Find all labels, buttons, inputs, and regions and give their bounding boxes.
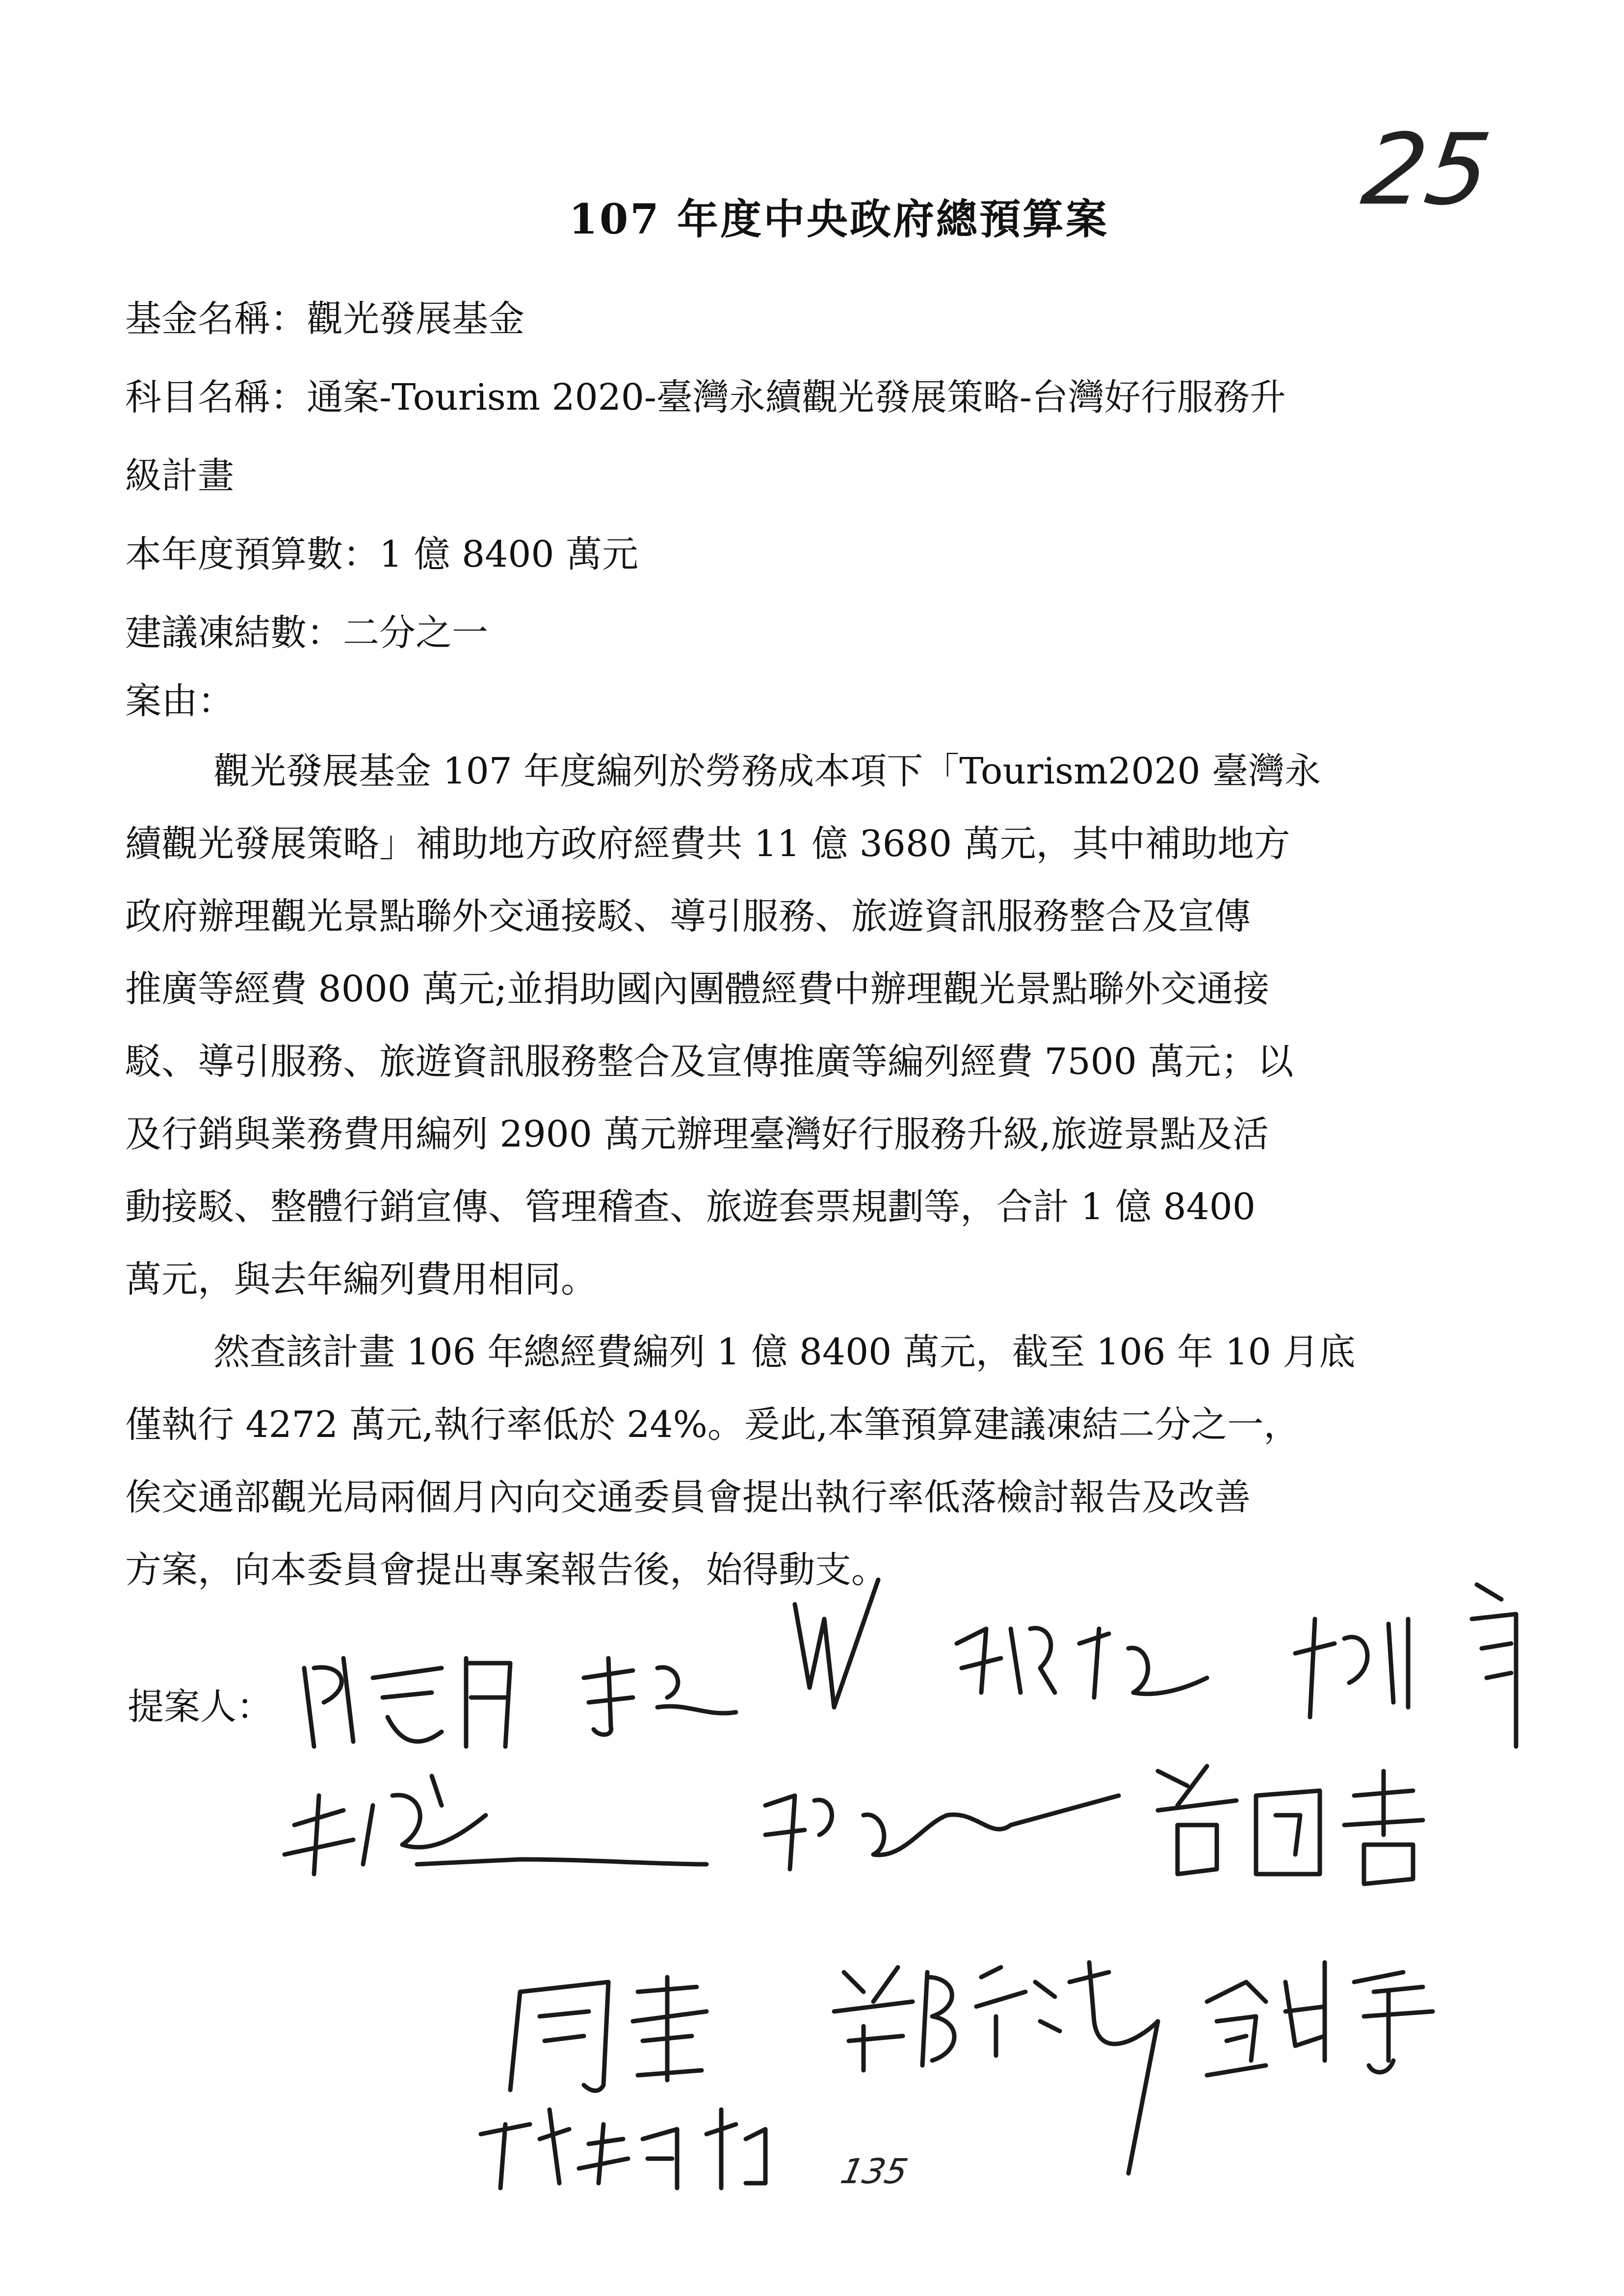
paragraph2-line: 然查該計畫 106 年總經費編列 1 億 8400 萬元，截至 106 年 10 月底 — [213, 1331, 1356, 1373]
paragraph1-line: 及行銷與業務費用編列 2900 萬元辦理臺灣好行服務升級,旅遊景點及活 — [125, 1113, 1269, 1155]
subject-name-line1: 科目名稱：通案-Tourism 2020-臺灣永續觀光發展策略-台灣好行服務升 — [125, 376, 1286, 418]
paragraph1-line: 萬元，與去年編列費用相同。 — [125, 1258, 597, 1301]
subject-name-line2: 級計畫 — [125, 455, 234, 497]
budget-amount: 本年度預算數：1 億 8400 萬元 — [125, 533, 638, 575]
signature-5 — [1295, 1585, 1516, 1747]
paragraph2-line: 方案，向本委員會提出專案報告後，始得動支。 — [125, 1549, 888, 1591]
proposer-label: 提案人： — [128, 1686, 273, 1728]
signature-9 — [510, 1977, 707, 2091]
paragraph2-line: 僅執行 4272 萬元,執行率低於 24%。爰此,本筆預算建議凍結二分之一， — [125, 1404, 1300, 1446]
paragraph2-line: 俟交通部觀光局兩個月內向交通委員會提出執行率低落檢討報告及改善 — [125, 1476, 1251, 1518]
signature-4 — [957, 1628, 1207, 1697]
paragraph1-line: 動接駁、整體行銷宣傳、管理稽查、旅遊套票規劃等，合計 1 億 8400 — [125, 1186, 1256, 1228]
signature-11 — [1207, 1962, 1433, 2075]
fund-name: 基金名稱：觀光發展基金 — [125, 298, 524, 340]
document-title: 107 年度中央政府總預算案 — [569, 195, 1109, 243]
signature-8 — [1158, 1766, 1423, 1884]
paragraph1-line: 駁、導引服務、旅遊資訊服務整合及宣傳推廣等編列經費 7500 萬元；以 — [125, 1041, 1294, 1083]
signature-3 — [795, 1580, 878, 1707]
paragraph1-line: 續觀光發展策略」補助地方政府經費共 11 億 3680 萬元，其中補助地方 — [125, 823, 1290, 865]
signature-10 — [834, 1962, 1158, 2173]
signature-7 — [765, 1796, 1119, 1869]
signature-2 — [584, 1658, 736, 1735]
paragraph1-line: 政府辦理觀光景點聯外交通接駁、導引服務、旅遊資訊服務整合及宣傳 — [125, 895, 1251, 938]
signature-6 — [285, 1776, 707, 1874]
paragraph1-line: 推廣等經費 8000 萬元;並捐助國內團體經費中辦理觀光景點聯外交通接 — [125, 968, 1270, 1010]
signature-1 — [304, 1658, 510, 1747]
paragraph1-line: 觀光發展基金 107 年度編列於勞務成本項下「Tourism2020 臺灣永 — [213, 750, 1321, 792]
signature-12 — [481, 2110, 765, 2188]
page-number: 25 — [1356, 113, 1497, 227]
reason-label: 案由： — [125, 680, 234, 722]
freeze-amount: 建議凍結數：二分之一 — [125, 612, 488, 654]
handwritten-number: 135 — [837, 2151, 912, 2192]
